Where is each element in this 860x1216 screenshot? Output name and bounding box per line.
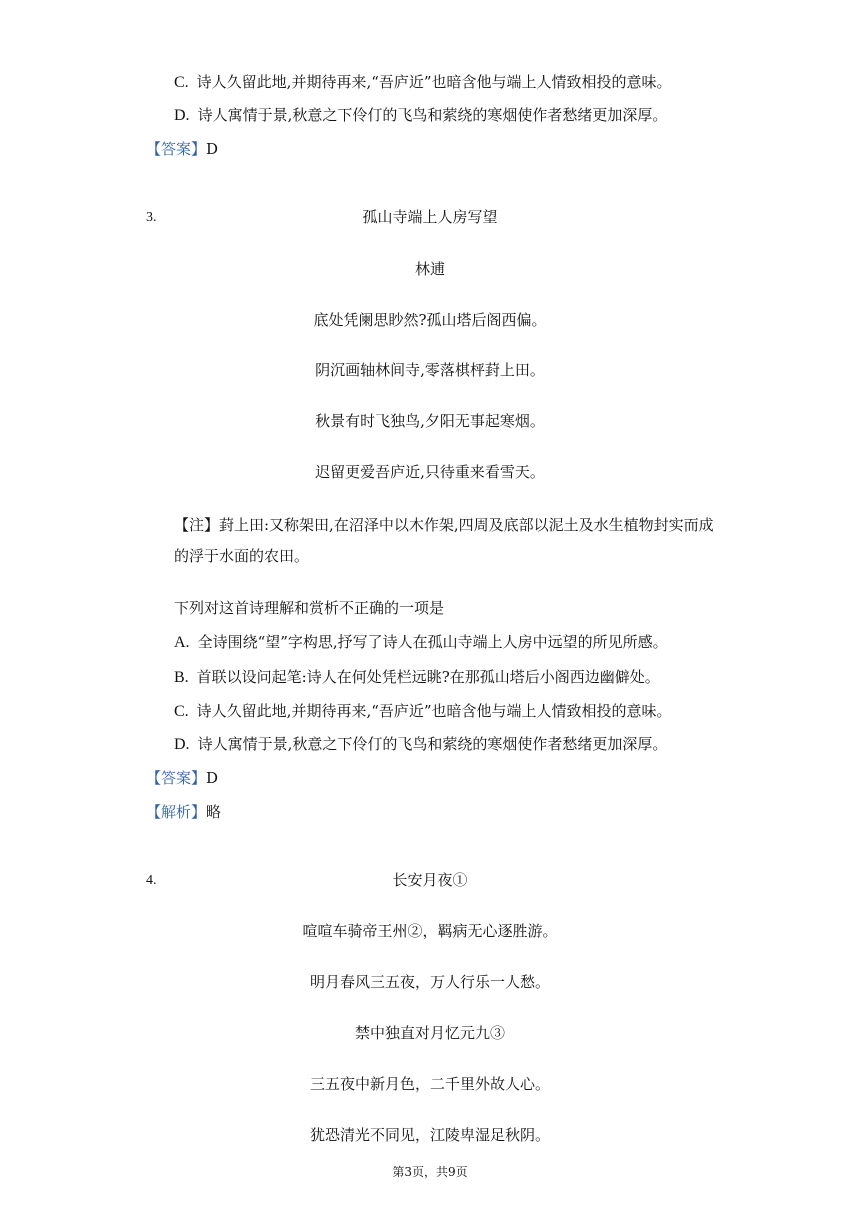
poem-line: 秋景有时飞独鸟,夕阳无事起寒烟。 (315, 412, 545, 430)
option-text: 诗人久留此地,并期待再来,“吾庐近”也暗含他与端上人情致相投的意味。 (196, 73, 672, 91)
poem-line: 三五夜中新月色，二千里外故人心。 (309, 1075, 550, 1093)
option-letter: A. (174, 634, 190, 651)
answer-tag: 【答案】 (146, 769, 207, 787)
poem-line: 底处凭阑思眇然?孤山塔后阁西偏。 (313, 311, 547, 329)
option-d (174, 734, 667, 755)
poem-line: 阴沉画轴林间寺,零落棋枰葑上田。 (315, 361, 545, 379)
poem-line: 喧喧车骑帝王州②，羁病无心逐胜游。 (302, 922, 558, 940)
poem-author: 林逋 (414, 260, 445, 278)
poem-line: 迟留更爱吾庐近,只待重来看雪天。 (315, 463, 545, 481)
option-b (174, 667, 660, 688)
poem-line: 明月春风三五夜，万人行乐一人愁。 (309, 973, 550, 991)
answer-line (146, 768, 218, 788)
answer-value: D (206, 769, 219, 787)
analysis-value: 略 (206, 803, 222, 821)
analysis-line (146, 802, 221, 822)
page-footer: 第3页，共9页 (392, 1165, 468, 1179)
option-text: 诗人久留此地,并期待再来,“吾庐近”也暗含他与端上人情致相投的意味。 (196, 702, 672, 720)
option-c (174, 72, 672, 93)
option-text: 首联以设问起笔:诗人在何处凭栏远眺?在那孤山塔后小阁西边幽僻处。 (196, 668, 660, 686)
note-line: 【注】葑上田:又称架田,在沼泽中以木作架,四周及底部以泥土及水生植物封实而成 (174, 516, 714, 534)
option-letter: C. (174, 74, 189, 91)
answer-tag: 【答案】 (146, 140, 207, 158)
option-c (174, 701, 672, 722)
analysis-tag: 【解析】 (146, 803, 207, 821)
poem-title: 长安月夜① (392, 871, 468, 889)
option-letter: B. (174, 669, 189, 686)
poem-line: 犹恐清光不同见，江陵卑湿足秋阴。 (309, 1126, 550, 1144)
option-d (174, 105, 667, 126)
option-letter: D. (174, 736, 190, 753)
option-text: 全诗围绕“望”字构思,抒写了诗人在孤山寺端上人房中远望的所见所感。 (197, 633, 668, 651)
question-number: 3. (146, 210, 157, 225)
question-prompt: 下列对这首诗理解和赏析不正确的一项是 (174, 599, 445, 617)
note-line: 的浮于水面的农田。 (174, 547, 310, 565)
option-letter: C. (174, 703, 189, 720)
poem-title: 孤山寺端上人房写望 (362, 208, 498, 226)
poem-subtitle: 禁中独直对月忆元九③ (354, 1024, 505, 1042)
option-text: 诗人寓情于景,秋意之下伶仃的飞鸟和萦绕的寒烟使作者愁绪更加深厚。 (197, 106, 668, 124)
option-a (174, 632, 668, 653)
answer-line (146, 139, 218, 159)
question-number: 4. (146, 873, 157, 888)
option-text: 诗人寓情于景,秋意之下伶仃的飞鸟和萦绕的寒烟使作者愁绪更加深厚。 (197, 735, 668, 753)
option-letter: D. (174, 107, 190, 124)
answer-value: D (206, 140, 219, 158)
